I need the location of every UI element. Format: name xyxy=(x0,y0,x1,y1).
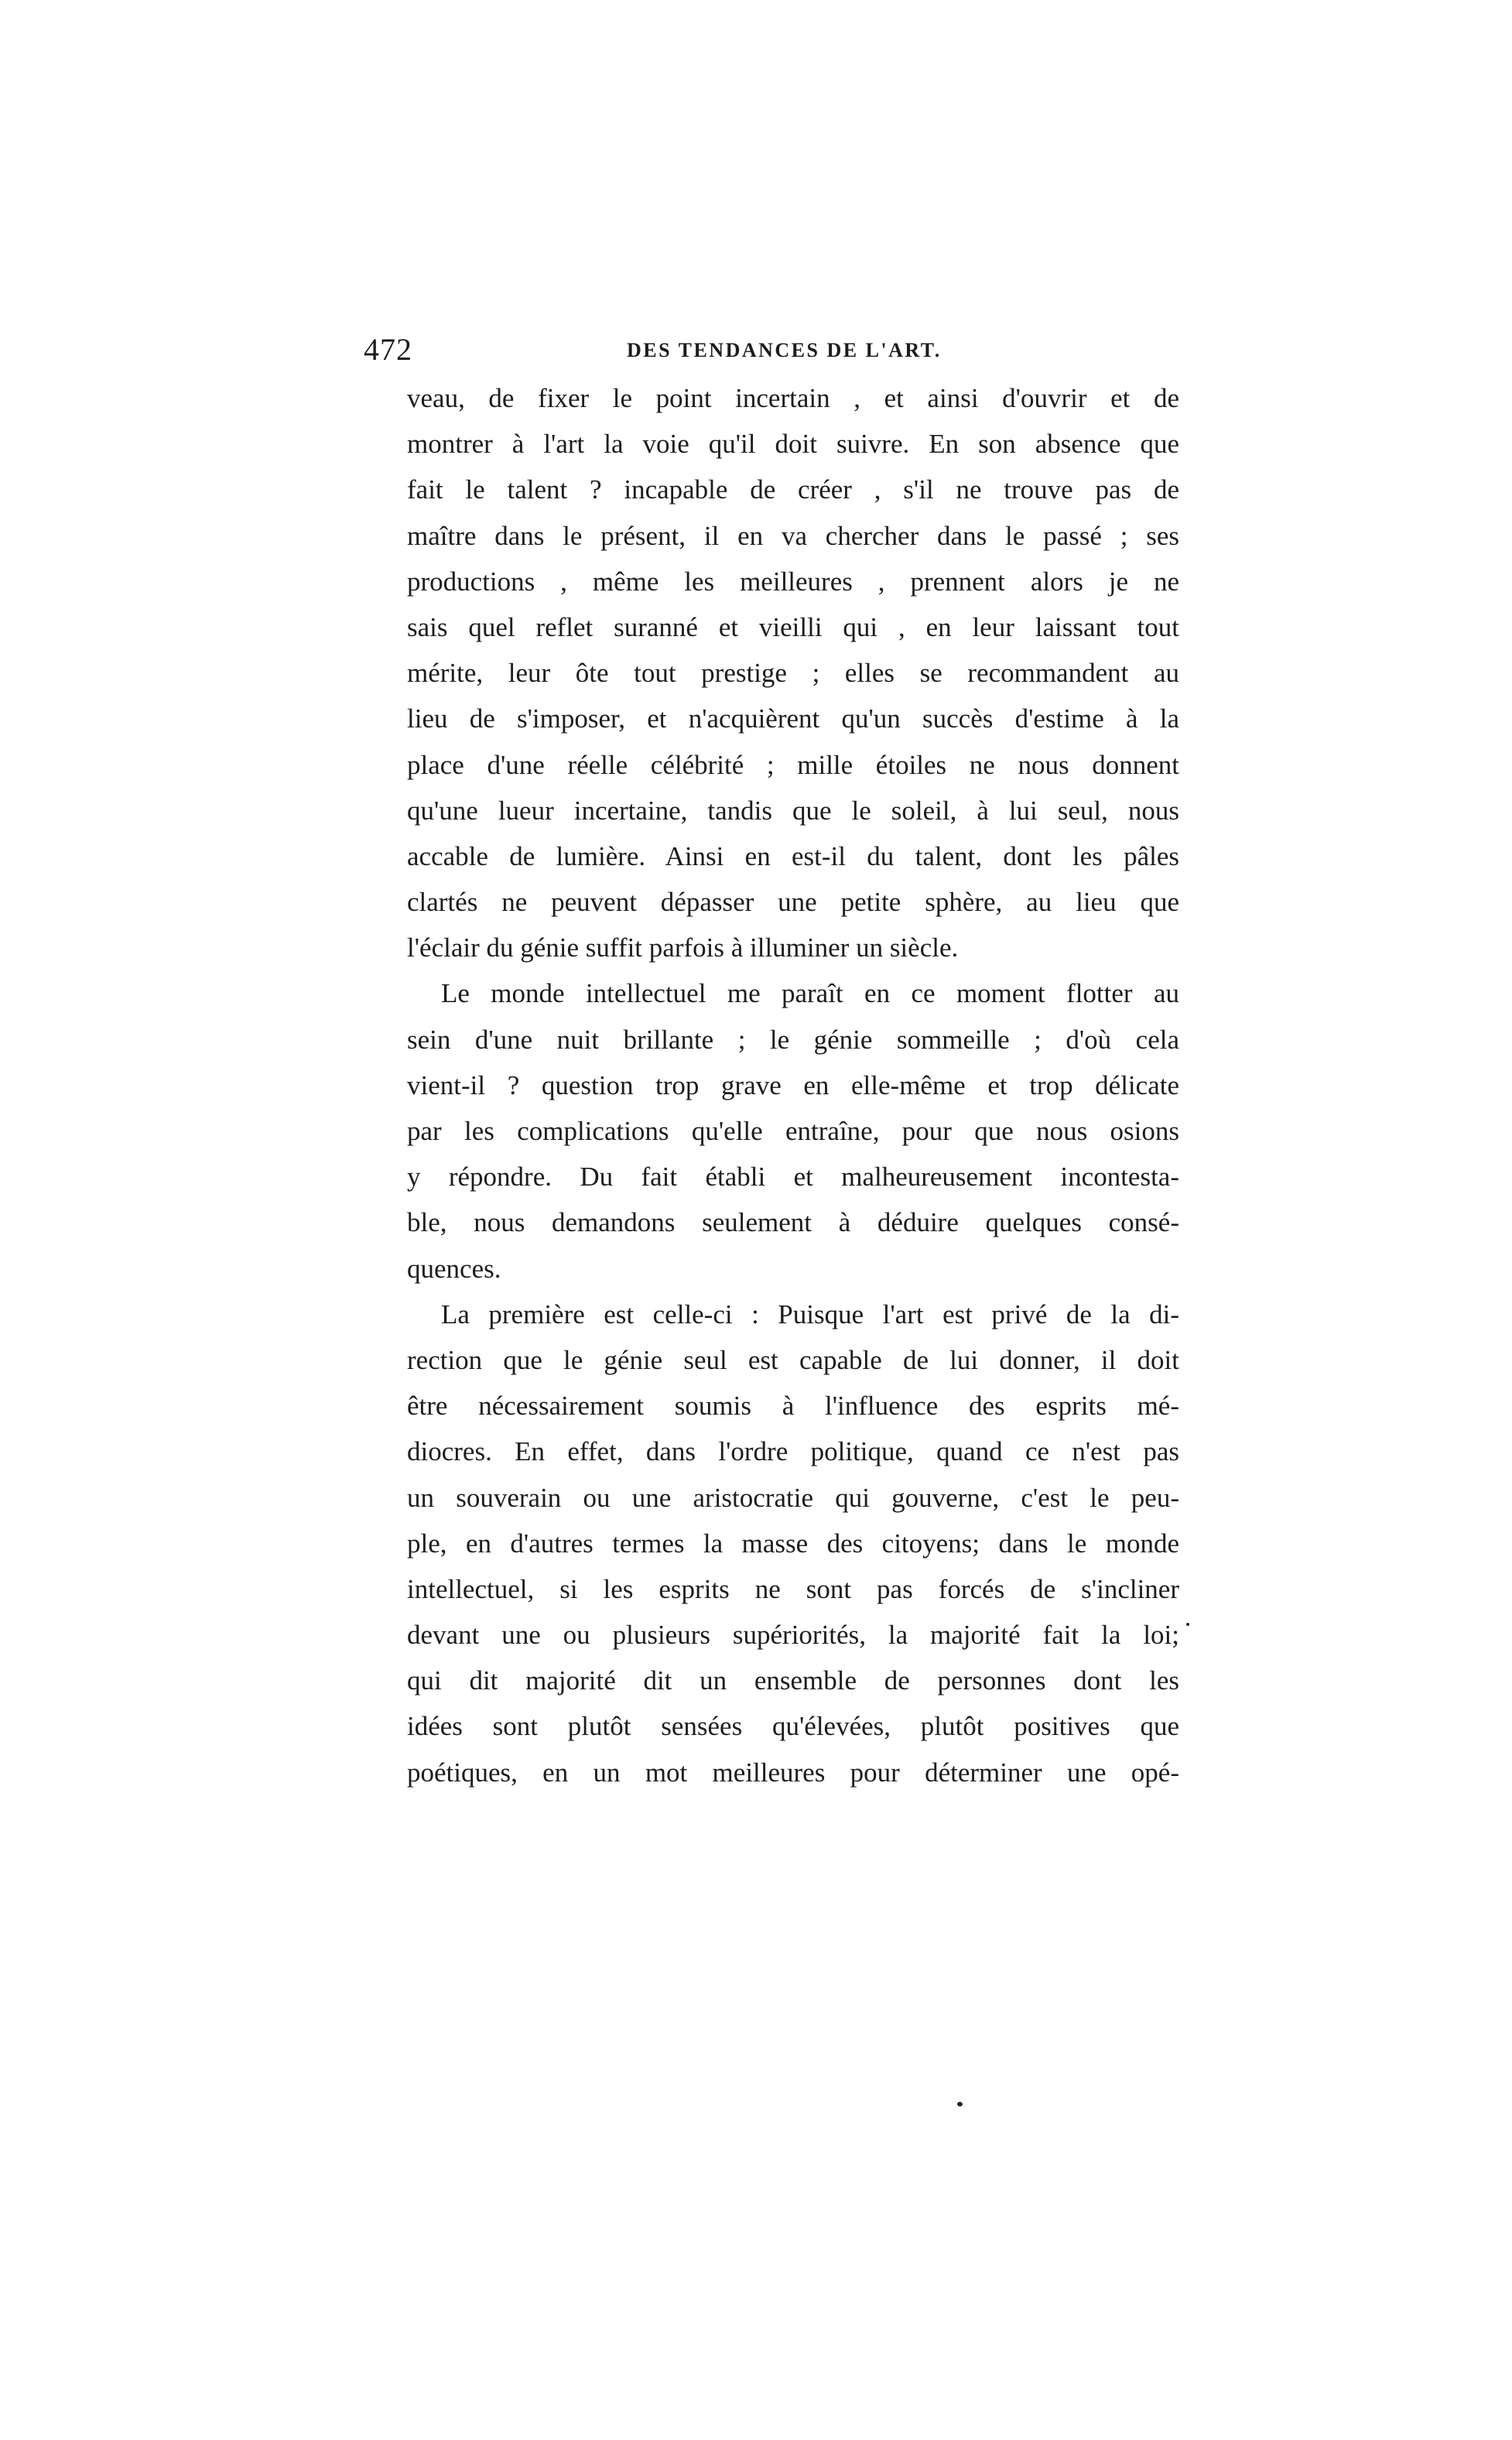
text-line: poétiques, en un mot meilleures pour déterminer une opé- xyxy=(407,1757,1179,1788)
text-line: intellectuel, si les esprits ne sont pas forcés de s'incliner xyxy=(407,1573,1179,1604)
text-line: clartés ne peuvent dépasser une petite sphère, au lieu que xyxy=(407,887,1179,918)
text-line: productions , même les meilleures , prennent alors je ne xyxy=(407,566,1179,597)
text-line: maître dans le présent, il en va chercher dans le passé ; ses xyxy=(407,520,1179,551)
paragraph xyxy=(407,970,1179,1291)
text-line: par les complications qu'elle entraîne, pour que nous osions xyxy=(407,1116,1179,1146)
page-header xyxy=(364,331,1184,370)
text-line: montrer à l'art la voie qu'il doit suivre. En son absence que xyxy=(407,429,1179,460)
body-text xyxy=(407,375,1179,1795)
text-line: mérite, leur ôte tout prestige ; elles se recommandent au xyxy=(407,658,1179,689)
text-line: ble, nous demandons seulement à déduire quelques consé- xyxy=(407,1207,1179,1238)
text-line: qui dit majorité dit un ensemble de personnes dont les xyxy=(407,1665,1179,1696)
text-line: sais quel reflet suranné et vieilli qui , en leur laissant tout xyxy=(407,611,1179,642)
text-line: La première est celle-ci : Puisque l'art est privé de la di- xyxy=(441,1299,1179,1330)
text-line: vient-il ? question trop grave en elle-même et trop délicate xyxy=(407,1069,1179,1100)
text-line: lieu de s'imposer, et n'acquièrent qu'un succès d'estime à la xyxy=(407,703,1179,734)
text-line: sein d'une nuit brillante ; le génie sommeille ; d'où cela xyxy=(407,1024,1179,1055)
text-line: idées sont plutôt sensées qu'élevées, plutôt positives que xyxy=(407,1711,1179,1742)
paragraph xyxy=(407,375,1179,970)
text-line: Le monde intellectuel me paraît en ce moment flotter au xyxy=(441,978,1179,1009)
text-line: ple, en d'autres termes la masse des citoyens; dans le monde xyxy=(407,1528,1179,1559)
text-line: veau, de fixer le point incertain , et ainsi d'ouvrir et de xyxy=(407,383,1179,413)
text-line: y répondre. Du fait établi et malheureusement incontesta- xyxy=(407,1162,1179,1193)
text-line: l'éclair du génie suffit parfois à illuminer un siècle. xyxy=(407,933,959,963)
text-line: rection que le génie seul est capable de lui donner, il doit xyxy=(407,1344,1179,1375)
running-head: DES TENDANCES DE L'ART. xyxy=(627,339,942,361)
text-line: fait le talent ? incapable de créer , s'il ne trouve pas de xyxy=(407,474,1179,505)
text-line: être nécessairement soumis à l'influence des esprits mé- xyxy=(407,1391,1179,1422)
text-line: quences. xyxy=(407,1253,501,1284)
text-line: accable de lumière. Ainsi en est-il du talent, dont les pâles xyxy=(407,840,1179,871)
page-number: 472 xyxy=(364,332,412,367)
scan-speck xyxy=(1186,1623,1189,1626)
text-line: qu'une lueur incertaine, tandis que le soleil, à lui seul, nous xyxy=(407,795,1179,826)
text-line: un souverain ou une aristocratie qui gouverne, c'est le peu- xyxy=(407,1482,1179,1513)
scan-speck xyxy=(957,2102,963,2106)
paragraph xyxy=(407,1292,1179,1795)
text-line: devant une ou plusieurs supériorités, la majorité fait la loi; xyxy=(407,1620,1179,1651)
text-line: diocres. En effet, dans l'ordre politique, quand ce n'est pas xyxy=(407,1436,1179,1467)
text-line: place d'une réelle célébrité ; mille étoiles ne nous donnent xyxy=(407,749,1179,780)
